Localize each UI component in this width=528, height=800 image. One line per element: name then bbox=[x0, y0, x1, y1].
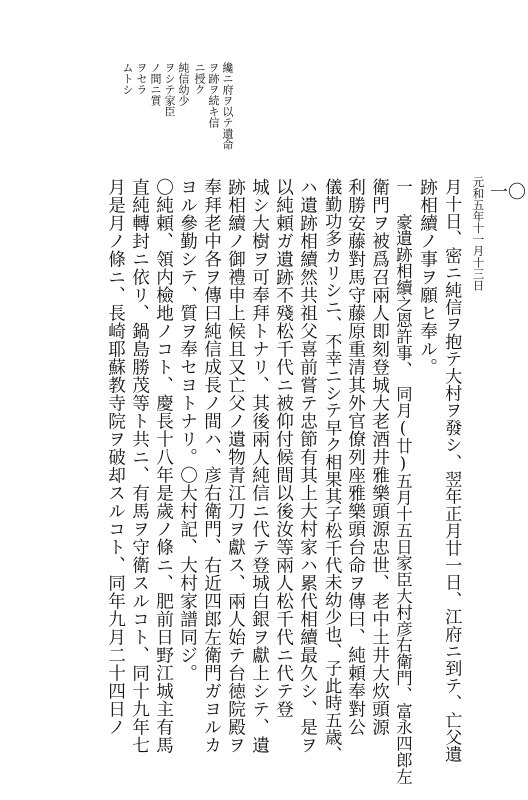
body-column: 跡相續ノ御禮申上候且又亡父ノ遺物青江刀ヲ獻ス、兩人始テ台徳院殿ヲ bbox=[225, 178, 246, 754]
body-column: 〇純頼、領内檢地ノコト、慶長十八年是歲ノ條ニ、肥前日野江城主有馬 bbox=[153, 178, 174, 754]
body-column: 衛門ヲ被爲召兩人即刻登城大老酒井雅樂頭源忠世、老中土井大炊頭源 bbox=[369, 178, 390, 736]
page-number: 一〇 bbox=[490, 182, 526, 203]
top-note-line: 纔ニ府ヲ以テ遺命 bbox=[221, 62, 234, 150]
body-column: 直純轉封ニ依リ、鍋島勝茂等ト共ニ、有馬ヲ守衛スルコト、同十九年七 bbox=[129, 178, 150, 754]
top-note-line: ニ授ク bbox=[193, 62, 206, 95]
body-column: 一 豪遺跡相續之恩許事、 同月(廿)五月十五日家臣大村彦右衛門、富永四郎左 bbox=[393, 178, 413, 785]
body-column: 月是月ノ條ニ、長崎耶蘇教寺院ヲ破却スルコト、同年九月二十四日ノ bbox=[105, 178, 126, 736]
body-column: 儀勤功多カリシニ、不幸ニシテ早ク相果其子松千代未幼少也、子此時五歳、 bbox=[321, 178, 342, 763]
body-column: ヨル參勤シテ、質ヲ奉セヨトナリ。〇大村記、大村家譜同ジ。 bbox=[177, 178, 198, 682]
date-heading: 元和五年十一月十三日 bbox=[471, 176, 486, 291]
top-note-line: ヲ跡ヲ続キ信 bbox=[207, 62, 220, 128]
top-note-line: ノ間ニ質 bbox=[149, 62, 162, 106]
body-column: 利勝安藤對馬守藤原重清其外官僚列座雅樂頭台命ヲ傳曰、純頼奉對公 bbox=[345, 178, 366, 736]
body-column: 月十日、密ニ純信ヲ抱テ大村ヲ發シ、翌年正月廿一日、江府ニ到テ、亡父遺 bbox=[441, 178, 462, 763]
body-column: 以純頼ガ遺跡不殘松千代ニ被仰付候間以後汝等兩人松千代ニ代テ登 bbox=[273, 178, 294, 718]
body-column: ハ遺跡相續然共祖父喜前嘗テ忠節有其上大村家ハ累代相續最久シ、是ヲ bbox=[297, 178, 318, 754]
top-note-line: ヲシテ家臣 bbox=[163, 62, 176, 117]
body-column: 城シ大樹ヲ可奉拜トナリ、其後兩人純信ニ代テ登城白銀ヲ獻上シテ、遺 bbox=[249, 178, 270, 754]
top-note-line: ムトシ bbox=[121, 62, 134, 95]
body-column: 奉拜老中各ヲ傳曰純信成長ノ間ハ、彦右衛門、右近四郎左衛門ガヨルカ bbox=[201, 178, 222, 754]
body-column: 跡相續ノ事ヲ願ヒ奉ル。 bbox=[417, 178, 438, 376]
top-note-line: ヲセラ bbox=[135, 62, 148, 95]
top-note-line: 純信幼少 bbox=[177, 62, 190, 106]
